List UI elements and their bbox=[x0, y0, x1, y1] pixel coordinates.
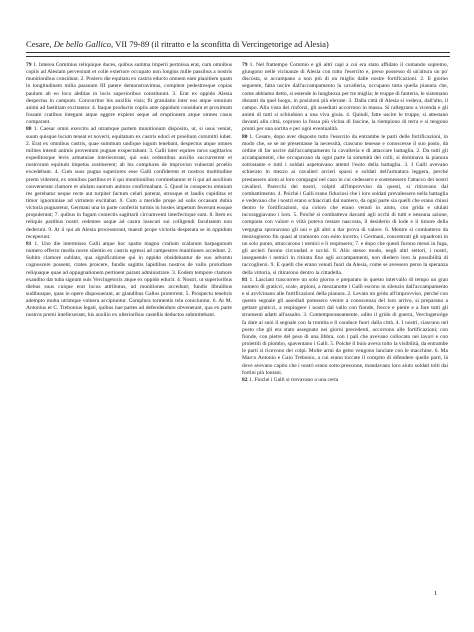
page-number: 1 bbox=[434, 590, 438, 597]
chapter-number: 79 bbox=[242, 62, 248, 68]
paragraph-text: 1. Finché i Galli si trovavano a una certa bbox=[248, 376, 339, 383]
paragraph-text: 1. Caesar omni exercitu ad utramque partem munitionum disposito, ut, si usus veniat, suum quisque locum teneat et noverit, equitatum ex castris educi et proelium committi iubet. 2. Erat ex omnibus castris, quae summum undique iugum tenebant, despectus atque omnes milites intenti animis proventum pugnae exspectabant. 3. Galli inter equites raros sagittarios expeditosque levis armaturae interiecerant, qui suis cedentibus auxilio succurrerent et nostrorum equitum impetus sustinerent; ab his complures de improviso vulnerati proelio excedebant. 4. Cum suos pugna superiores esse Galli confiderent et nostros multitudine premi viderent, ex omnibus partibus et ii qui munitionibus continebantur et ii qui ad auxilium convenerant clamore et ululatu suorum animos confirmabant. 5. Quod in conspectu omnium res gerebatur neque recte aut turpiter factum celari poterat, utrosque et laudis cupiditas et timor ignominiae ad virtutem excitabat. 6. Cum a meridie prope ad solis occasum dubia victoria pugnaretur, Germani una in parte confertis turmis in hostes impetum fecerunt eosque propulerunt; 7. quibus in fugam coniectis sagittarii circumventi interfectique sunt. 8. Item ex reliquis partibus nostri cedentes usque ad castra insecuti sui colligendi facultatem non dederunt. 9. At ii qui ab Alesia processerant, maesti prope victoria desperata se in oppidum receperunt. bbox=[26, 126, 232, 240]
header-rule-top bbox=[26, 52, 450, 53]
chapter-number: 80 bbox=[26, 126, 32, 133]
paragraph-text: 1. Uno die intermisso Galli atque hoc spatio magno cratium scalarum harpagonum numero effecto media nocte silentio ex castris egressi ad campestres munitiones accedunt. 2. Subito clamore sublato, qua significatione qui in oppido obsidebantur de suo adventu cognoscere possent, crates proicere, fundis sagittis lapidibus nostros de vallo proturbare reliquaque quae ad oppugnationem pertinent parant administrare. 3. Eodem tempore clamore exaudito dat tuba signum suis Vercingetorix atque ex oppido educit. 4. Nostri, ut superioribus diebus suus cuique erat locus attributus, ad munitiones accedunt; fundis libralibus sudibusque, quas in opere disposuerant, ac glandibus Gallos proterrent. 5. Prospectu tenebris adempto multa utrimque vulnera accipiuntur. Complura tormentis tela coniciuntur. 6. At M. Antonius et C. Trebonius legati, quibus hae partes ad defendendum obvenerant, qua ex parte nostros premi intellexerant, his auxilio ex ulterioribus castellis deductos submittebant. bbox=[26, 240, 232, 319]
chapter-number: 80 bbox=[242, 133, 248, 140]
italian-paragraph-80 bbox=[242, 134, 448, 277]
chapter-number: 79 bbox=[26, 62, 32, 68]
italian-paragraph-82 bbox=[242, 377, 448, 384]
header-rule-bottom bbox=[26, 56, 450, 57]
latin-column bbox=[26, 62, 232, 572]
italian-paragraph-81 bbox=[242, 277, 448, 377]
paragraph-text: 1. Lasciato trascorrere un solo giorno e preparato in questo intervallo di tempo un gran numero di graticci, scale, arpioni, a mezzanotte i Galli escono in silenzio dall'accampamento e si avvicinano alle fortificazioni della pianura. 2. Levato un grido all'improvviso, perché con questo segnale gli assediati potessero venire a conoscenza del loro arrivo, si preparano a gettare graticci, a respingere i nostri dal vallo con fionde, frecce e pietre e a fare tutti gli strumenti adatti all'assalto. 3. Contemporaneamente, udito il grido di guerra, Vercingetorige fa dare ai suoi il segnale con la tromba e li conduce fuori dalla città. 4. I nostri, ciascuno nel posto che gli era stato assegnato nei giorni precedenti, accorrono alle fortificazioni; con fionde, con pietre del peso di una libbra, con i pali che avevano collocato nei lavori e con proiettili di piombo, spaventano i Galli. 5. Poiché il buio aveva tolto la visibilità, da entrambe le parti si ricevono dei colpi. Molte armi da getto vengono lanciate con le macchine. 6. Ma Marco Antonio e Gaio Trebonio, a cui erano toccate il compito di difendere quelle parti, là dove avevano capito che i nostri erano sotto pressione, mandavano loro aiuto soldati tolti dai fortini più lontani. bbox=[242, 276, 448, 376]
chapter-number: 81 bbox=[242, 276, 248, 283]
latin-paragraph-79 bbox=[26, 62, 232, 126]
italian-paragraph-79 bbox=[242, 62, 448, 134]
latin-paragraph-81 bbox=[26, 241, 232, 320]
document-title bbox=[26, 39, 456, 50]
paragraph-text: 1. Interea Commius reliquique duces, quibus summa imperii permissa erat, cum omnibus copiis ad Alesiam perveniunt et colle exteriore occupato non longius mille passibus a nostris munitionibus considunt. 2. Postero die equitatu ex castris educto omnem eam planitiem quam in longitudinem milia passuum III patere demonstravimus, complent pedestresque copias paulum ab eo loco abditas in locis superioribus constituunt. 3. Erat ex oppido Alesia despectus in campum. Concurritur his auxiliis visis; fit gratulatio inter eos atque omnium animi ad laetitiam excitantur. 4. Itaque productis copiis ante oppidum considunt et proximam fossam cratibus integunt atque aggere explent seque ad eruptionem atque omnes casus comparant. bbox=[26, 62, 232, 126]
paragraph-text: 1. Cesare, dopo aver disposto tutto l'esercito da entrambe le parti delle fortificazioni, in modo che, se se ne presentasse la necessità, ciascuno tenesse e conoscesse il suo posto, dà ordine di far uscire dall'accampamento la cavalleria e di attaccare battaglia. 2. Da tutti gli accampamenti, che occupavano da ogni parte la sommità dei colli, si dominava la pianura sottostante e tutti i soldati aspettavano attenti l'esito della battaglia. 3. I Galli avevano schierato in mezzo ai cavalieri arcieri sparsi e soldati dell'armatura leggera, perché prestassero aiuto ai loro compagni nel caso in cui cedessero e sostenessero l'attacco dei nostri cavalieri. Parecchi dei nostri, colpiti all'improvviso da questi, si ritiravano dal combattimento. 4. Poiché i Galli erano fiduciosi che i loro soldati prevalessero nella battaglia e vedevano che i nostri erano schiacciati dal numero, da ogni parte sia quelli che erano chiusi dentro le fortificazioni, sia coloro che erano venuti in aiuto, con grida e ululati incoraggiavano i loro. 5. Poiché si combatteva davanti agli occhi di tutti e nessuna azione, compiuta con valore o viltà poteva restare nascosta, il desiderio di lode e il timore della vergogna spronavano gli uni e gli altri a dar prova di valore. 6. Mentre si combatteva da mezzogiorno fin quasi al tramonto con esito incerto, i Germani, concentrati gli squadroni in un solo punto, attaccarono i nemici e li respinsero; 7. e dopo che questi furono messi in fuga, gli arcieri furono circondati e uccisi. 8. Allo stesso modo, negli altri settori, i nostri, inseguendo i nemici in ritirata fino agli accampamenti, non diedero loro la possibilità di raccogliersi. 9. E quelli che erano venuti fuori da Alesia, come se avessero perso la speranza della vittoria, si ritirarono dentro la cittadella. bbox=[242, 133, 448, 276]
italian-column bbox=[242, 62, 448, 572]
paragraph-text: 1. Nel frattempo Commio e gli altri capi a cui era stato affidato il comando supremo, giungono nelle vicinanze di Alesia con tutto l'esercito e, preso possesso di un'altura un po' discosta, si accampano a non più di un miglio dalle nostre fortificazioni. 2. Il giorno seguente, fatta uscire dall'accampamento la cavalleria, occupano tutta quella pianura che, come abbiamo detto, si estende in lunghezza per tre miglia; le truppe di fanteria, le sistemano distanti da quel luogo, in posizioni più elevate. 3. Dalla città di Alesia si vedeva, dall'alto, il campo. Alla vista dei rinforzi, gli assediati accorrono in massa. Si rallegrano a vicenda e gli animi di tutti si schiudono a una viva gioia. 4. Quindi, fatte uscire le truppe, si attestano davanti alla città, coprono la fossa più vicina di fascine, la riempiono di terra e si tengono pronti per una sortita e per ogni eventualità. bbox=[242, 62, 448, 133]
title-work: De bello Gallico bbox=[53, 39, 111, 49]
chapter-number: 81 bbox=[26, 240, 32, 247]
title-author: Cesare, bbox=[26, 39, 54, 49]
chapter-number: 82 bbox=[242, 376, 248, 383]
title-rest: , VII 79-89 (il ritratto e la sconfitta di Vercingetorige ad Alesia) bbox=[110, 39, 329, 49]
latin-paragraph-80 bbox=[26, 126, 232, 241]
